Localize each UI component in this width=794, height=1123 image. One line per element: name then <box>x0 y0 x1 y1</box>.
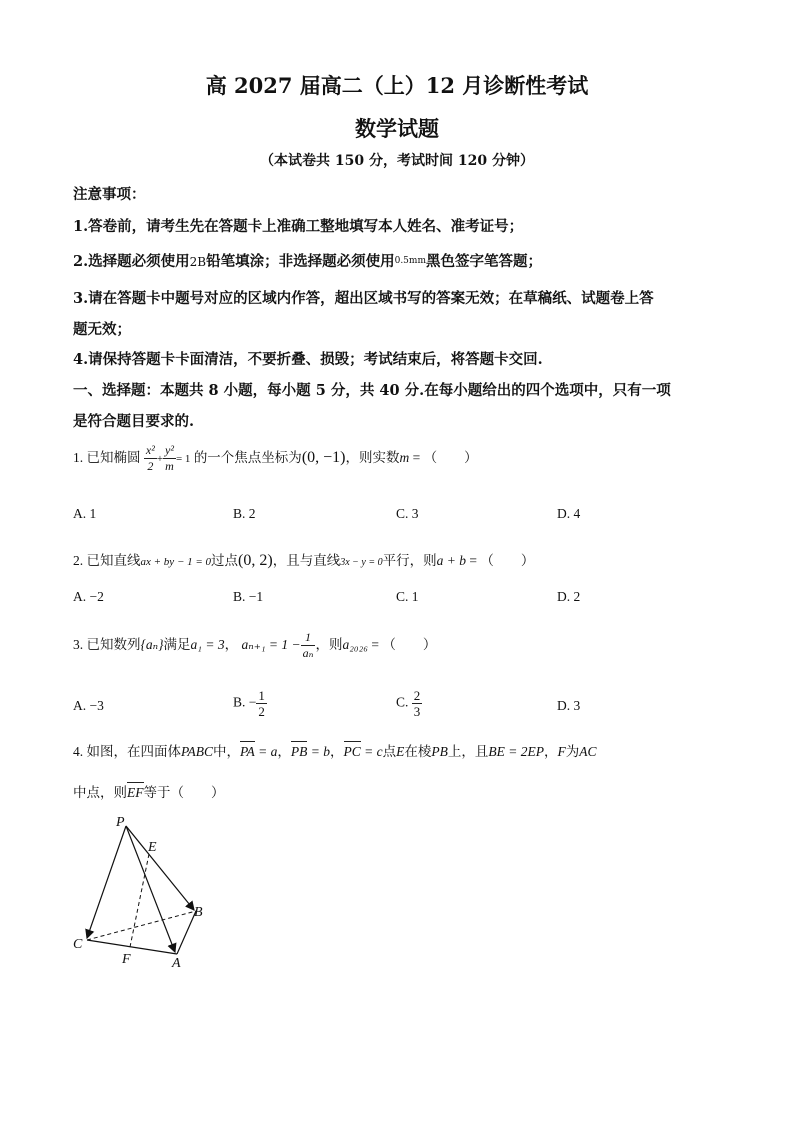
label-p: P <box>116 815 125 830</box>
q2-option-d: D. 2 <box>557 589 581 604</box>
label-c: C <box>73 937 83 952</box>
section-heading-line2: 是符合题目要求的. <box>73 413 195 430</box>
question-4: 4. 如图，在四面体PABC中，PA = a，PB = b，PC = c点E在棱PB上，且BE = 2EP，F为AC <box>73 744 597 759</box>
notice-item-3: 3.请在答题卡中题号对应的区域内作答，超出区域书写的答案无效；在草稿纸、试题卷上答 <box>73 290 654 307</box>
edge-ca <box>87 940 177 954</box>
notice-heading: 注意事项： <box>73 186 146 203</box>
vector-pa: PA <box>240 744 255 759</box>
question-2: 2. 已知直线ax + by − 1 = 0过点(0, 2)，且与直线3x − y = 0平行，则a + b = （ ） <box>73 552 535 569</box>
q3-option-b: B. − $\frac{1}{2}$ <box>233 688 265 719</box>
vector-pc: PC <box>343 744 361 759</box>
exam-title: 高 2027 届高二（上）12 月诊断性考试 <box>205 73 589 98</box>
notice-item-2-part1: 2.选择题必须使用 <box>73 253 190 270</box>
q3-option-c: C. $\frac{2}{3}$ <box>396 688 421 719</box>
vector-pb: PB <box>290 744 308 759</box>
notice-item-2-part2: 铅笔填涂；非选择题必须使用 <box>206 253 395 270</box>
q2-option-a: A. −2 <box>73 589 104 604</box>
edge-pb <box>126 826 194 910</box>
q2-point: (0, 2) <box>238 552 273 569</box>
section-heading-line1: 一、选择题：本题共 8 小题，每小题 5 分，共 40 分.在每小题给出的四个选项中，只有一项 <box>73 382 671 399</box>
q3-sequence: {aₙ} <box>140 637 164 652</box>
q2-option-c: C. 1 <box>396 589 419 604</box>
notice-item-2-part3: 黑色签字笔答题； <box>425 253 542 270</box>
question-1: 1. 已知椭圆 $\frac{\text{x²}}{2}$ + $\frac{\text{y²}}{m}$ = 1 的一个焦点坐标为(0, −1)，则实数m = （ ） <box>73 443 478 474</box>
notice-item-4: 4.请保持答题卡卡面清洁，不要折叠、损毁；考试结束后，将答题卡交回. <box>73 351 543 368</box>
vector-ef: EF <box>127 785 144 800</box>
notice-item-2-pencil: 2B <box>189 255 207 269</box>
q1-point: (0, −1) <box>301 449 346 466</box>
q3-option-a: A. −3 <box>73 698 104 713</box>
q2-line2-equation: 3x − y = 0 <box>340 557 383 568</box>
q3-option-d: D. 3 <box>557 698 581 713</box>
q2-line-equation: ax + by − 1 = 0 <box>140 556 212 568</box>
q1-option-c: C. 3 <box>396 506 419 521</box>
q1-fraction-x: $\frac{\text{x²}}{2}$ <box>145 443 155 474</box>
segment-ef <box>130 854 149 947</box>
label-b: B <box>194 905 203 920</box>
q1-mid: 的一个焦点坐标为 <box>193 450 302 465</box>
exam-note: （本试卷共 150 分，考试时间 120 分钟） <box>260 153 534 169</box>
q1-option-b: B. 2 <box>233 506 256 521</box>
subject-title: 数学试题 <box>355 116 439 141</box>
notice-item-1: 1.答卷前，请考生先在答题卡上准确工整地填写本人姓名、准考证号； <box>73 218 524 235</box>
label-e: E <box>148 840 157 855</box>
question-4-cont: 中点，则EF等于（ ） <box>73 785 225 800</box>
edge-cb-dashed <box>87 911 196 940</box>
label-a: A <box>172 956 181 971</box>
tetrahedron-figure <box>60 810 220 975</box>
question-3: 3. 已知数列{aₙ}满足a₁ = 3， aₙ₊₁ = 1 − $\frac{1}{\text{aₙ}}$ ，则a₂₀₂₆ = （ ） <box>73 630 437 661</box>
q1-option-d: D. 4 <box>557 506 581 521</box>
notice-item-3-cont: 题无效； <box>73 321 131 338</box>
q1-option-a: A. 1 <box>73 506 97 521</box>
edge-pc <box>87 826 126 938</box>
notice-item-2 <box>73 250 542 271</box>
label-f: F <box>122 952 131 967</box>
notice-item-2-mm: 0.5mm <box>394 256 426 266</box>
q3-recurrence-fraction: $\frac{1}{\text{aₙ}}$ <box>302 630 314 661</box>
q2-option-b: B. −1 <box>233 589 264 604</box>
q1-fraction-y: $\frac{\text{y²}}{m}$ <box>165 443 174 474</box>
q1-prefix: 1. 已知椭圆 <box>73 450 141 465</box>
